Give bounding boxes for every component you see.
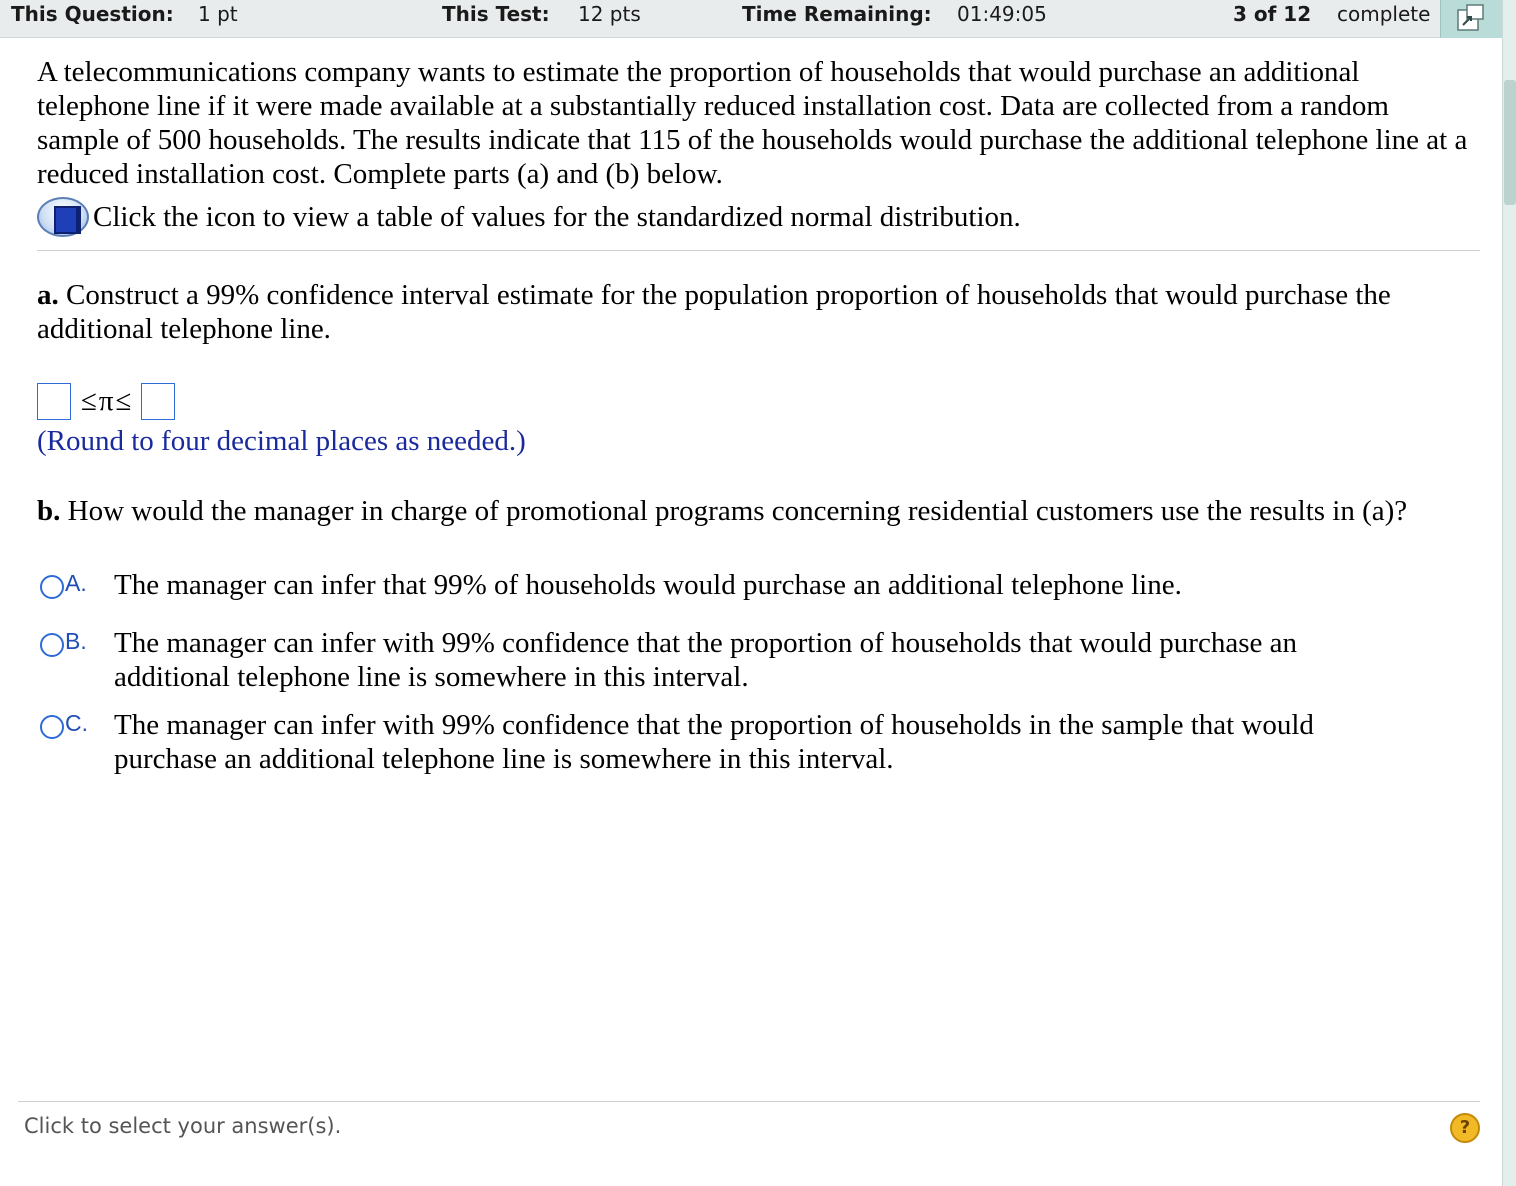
confidence-interval-answer [37,382,175,420]
option-b-text: The manager can infer with 99% confidence that the proportion of households that would purchase an additional telephone line is somewhere in this interval. [114,627,1297,693]
option-c-radio[interactable] [40,715,64,739]
part-b-text: How would the manager in charge of promotional programs concerning residential customers use the results in (a)? [67,495,1408,527]
footer-divider [18,1101,1480,1102]
part-a-text: Construct a 99% confidence interval estimate for the population proportion of households that would purchase the additional telephone line. [37,279,1391,345]
help-icon[interactable]: ? [1450,1113,1480,1143]
part-b-label: b. [37,495,61,527]
question-stem: A telecommunications company wants to estimate the proportion of households that would purchase an additional telephone line if it were made available at a substantially reduced installation cost. Data are collected from a random sample of 500 households. The results indicate that 115 of the households would purchase the additional telephone line at a reduced installation cost. Complete parts (a) and (b) below. [37,56,1468,190]
option-a-letter: A. [65,570,87,596]
option-c-text: The manager can infer with 99% confidence that the proportion of households in the sample that would purchase an additional telephone line is somewhere in this interval. [114,709,1314,775]
footer-instruction: Click to select your answer(s). [24,1114,342,1138]
expand-window-icon [1457,4,1485,34]
option-a-radio[interactable] [40,575,64,599]
section-divider [37,250,1480,251]
option-b[interactable] [40,626,1440,696]
option-a[interactable] [40,568,1440,608]
book-icon[interactable] [37,197,89,237]
this-test-label: This Test: [442,2,550,26]
part-b-prompt [37,494,1477,528]
status-bar [0,0,1502,38]
rounding-note: (Round to four decimal places as needed.) [37,425,526,457]
expand-window-button[interactable] [1440,0,1502,38]
vertical-scrollbar[interactable] [1502,0,1516,1186]
inequality-symbols: ≤π≤ [81,384,134,417]
option-b-radio[interactable] [40,633,64,657]
option-c-letter: C. [65,710,88,736]
time-remaining-value: 01:49:05 [957,2,1047,26]
part-a-prompt [37,278,1477,346]
option-a-text: The manager can infer that 99% of households would purchase an additional telephone line. [114,569,1182,601]
normal-table-link-text: Click the icon to view a table of values for the standardized normal distribution. [93,200,1021,233]
question-content [0,38,1500,1186]
part-a-label: a. [37,279,59,311]
this-question-label: This Question: [11,2,174,26]
time-remaining-label: Time Remaining: [742,2,932,26]
progress-count: 3 of 12 [1233,2,1312,26]
option-c[interactable] [40,708,1440,778]
this-question-value: 1 pt [198,2,238,26]
scroll-thumb[interactable] [1504,80,1516,205]
this-test-value: 12 pts [578,2,641,26]
progress-suffix: complete [1337,2,1431,26]
lower-bound-input[interactable] [37,383,71,420]
option-b-letter: B. [65,628,87,654]
upper-bound-input[interactable] [141,383,175,420]
normal-table-link[interactable] [37,198,1021,236]
